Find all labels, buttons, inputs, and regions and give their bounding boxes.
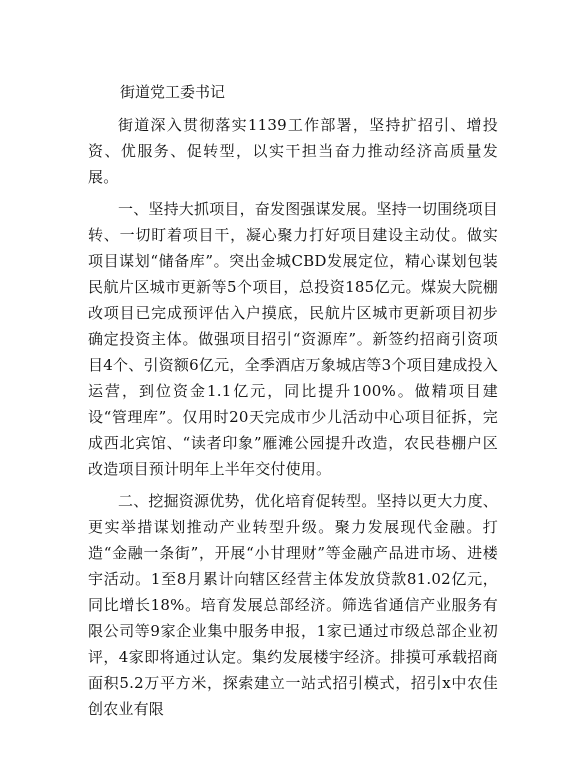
document-heading: 街道党工委书记	[120, 83, 226, 101]
paragraph-intro: 街道深入贯彻落实1139工作部署，坚持扩招引、增投资、优服务、促转型，以实干担当奋力推动经济高质量发展。	[88, 116, 498, 186]
paragraph-section-2: 二、挖掘资源优势，优化培育促转型。坚持以更大力度、更实举措谋划推动产业转型升级。聚力发展现代金融。打造“金融一条街”，开展“小甘理财”等金融产品进市场、进楼宇活动。1至8月累计向辖区经营主体发放贷款81.02亿元，同比增长18%。培育发展总部经济。筛选省通信产业服务有限公司等9家企业集中服务申报，1家已通过市级总部企业初评，4家即将通过认定。集约发展楼宇经济。排摸可承载招商面积5.2万平方米，探索建立一站式招引模式，招引x中农佳创农业有限	[88, 492, 499, 718]
paragraph-section-1: 一、坚持大抓项目，奋发图强谋发展。坚持一切围绕项目转、一切盯着项目干，凝心聚力打好项目建设主动仗。做实项目谋划“储备库”。突出金城CBD发展定位，精心谋划包装民航片区城市更新等5个项目，总投资185亿元。煤炭大院棚改项目已完成预评估入户摸底，民航片区城市更新项目初步确定投资主体。做强项目招引“资源库”。新签约招商引资项目4个、引资额6亿元，全季酒店万象城店等3个项目建成投入运营，到位资金1.1亿元，同比提升100%。做精项目建设“管理库”。仅用时20天完成市少儿活动中心项目征拆，完成西北宾馆、“读者印象”雁滩公园提升改造，农民巷棚户区改造项目预计明年上半年交付使用。	[88, 200, 499, 478]
